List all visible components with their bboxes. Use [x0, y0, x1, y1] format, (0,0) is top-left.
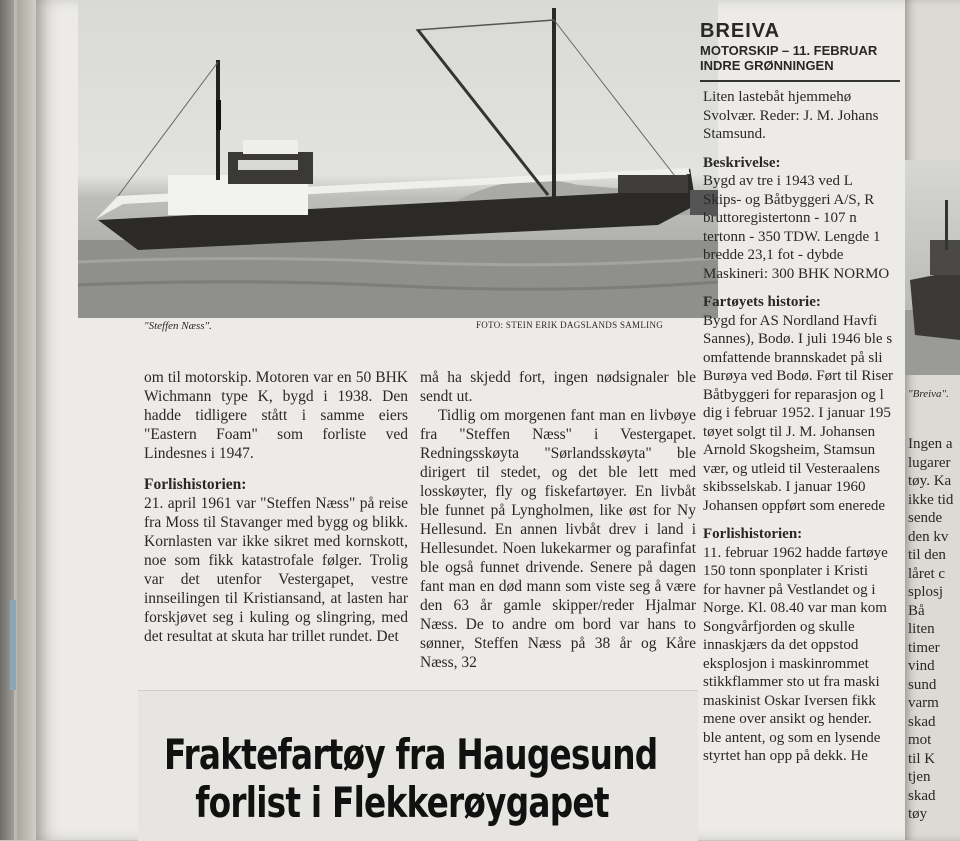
entry-title: BREIVA	[700, 20, 781, 42]
text-line: tøy	[908, 806, 928, 822]
text-line: Songvårfjorden og skulle	[703, 618, 855, 635]
paragraph: må ha skjedd fort, ingen nødsignaler ble sendt ut.	[420, 369, 696, 405]
section-heading: Fartøyets historie:	[703, 294, 821, 310]
text-line: omfattende brannskadet på sli	[703, 349, 883, 366]
text-line: mene over ansikt og hender.	[703, 711, 872, 727]
text-line: Stamsund.	[703, 126, 766, 142]
facing-page	[905, 0, 960, 840]
paragraph: Tidlig om morgenen fant man en livbøye fra "Steffen Næss" i Vestergapet. Redningsskøyta "Sørlandsskøyta" ble dirigert til stedet, og det ble lett med losskøyter, fly og fiskefartøyer. En livbåt ble funnet på Lyngholmen, like øst for Ny Hellesund. En annen livbåt drev i land i Hellesundet. Noen lukekarmer og parafinfat ble også funnet drivende. Senere på dagen fant man en død mann som viste seg å være den 63 år gamle skipper/reder Hjalmar Næss. De to andre om bord var hans to sønner, Steffen Næss på 38 år og Kåre Næss, 32	[420, 407, 696, 671]
photo-credit: FOTO: STEIN ERIK DAGSLANDS SAMLING	[476, 320, 664, 330]
text-line: stikkflammer sto ut fra maski	[703, 674, 880, 690]
text-line: ikke tid	[908, 491, 954, 508]
text-column-2	[420, 368, 696, 684]
text-line: til K	[908, 750, 936, 767]
paragraph: 21. april 1961 var "Steffen Næss" på reise fra Moss til Stavanger med bygg og blikk. Kornlasten var ikke sikret med kornskott, noe som fikk katastrofale følger. Trolig var det utenfor Vestergapet, vestre innseilingen til Kristiansand, at lasten har forskjøvet seg i kuling og slingring, med det resultat at skuta har trillet rundet. Det	[144, 495, 408, 645]
text-column-1	[144, 368, 408, 658]
text-line: Arnold Skogsheim, Stamsun	[703, 442, 876, 458]
text-line: tertonn - 350 TDW. Lengde 1	[703, 228, 881, 245]
page-edges	[14, 0, 17, 840]
text-line: varm	[908, 695, 939, 711]
book-spine	[0, 0, 40, 840]
clipping-headline	[164, 731, 657, 827]
facing-page-photo	[905, 160, 960, 375]
section-heading: Beskrivelse:	[703, 154, 781, 171]
text-line: Båtbyggeri for reparasjon og l	[703, 386, 884, 403]
text-line: Johansen oppført som eneredе	[703, 497, 886, 514]
text-line: Liten lastebåt hjemmehø	[703, 89, 852, 105]
text-line: ble antent, og som en lysende	[703, 729, 881, 746]
text-line: Bygd for AS Nordland Havfi	[703, 312, 878, 329]
text-line: Sannes), Bodø. I juli 1946 ble s	[703, 331, 893, 347]
subtitle-line: MOTORSKIP – 11. FEBRUAR	[700, 43, 878, 58]
text-line: bruttoregistertonn - 107 n	[703, 210, 857, 226]
text-line: til den	[908, 547, 946, 563]
facing-page-text	[908, 435, 953, 824]
text-line: 11. februar 1962 hadde fartøye	[703, 544, 888, 561]
boat-illustration	[905, 160, 960, 375]
text-line: vær, og utleid til Vesteraalens	[703, 460, 881, 477]
text-line: 150 tonn sponplater i Kristi	[703, 563, 868, 579]
text-line: skad	[908, 787, 936, 804]
text-line: skad	[908, 713, 936, 730]
title-rule	[700, 80, 900, 82]
text-line: den kv	[908, 528, 949, 545]
text-line: bredde 23,1 fot - dybde	[703, 247, 844, 263]
text-line: vind	[908, 658, 935, 674]
bookmark-tab	[10, 600, 16, 690]
paragraph: om til motorskip. Motoren var en 50 BHK Wichmann type K, bygd i 1938. Den hadde tidligere stått i samme eiers "Eastern Foam" som forliste ved Lindesnes i 1947.	[144, 369, 408, 462]
text-line: tøyet solgt til J. M. Johansen	[703, 423, 876, 440]
text-line: dig i februar 1952. I januar 195	[703, 405, 891, 421]
text-line: låret c	[908, 565, 946, 582]
text-line: tøy. Ka	[908, 473, 952, 489]
text-line: maskinist Oskar Iversen fikk	[703, 692, 876, 709]
text-line: Bå	[908, 602, 925, 619]
text-line: skibsselskab. I januar 1960	[703, 479, 866, 495]
text-line: eksplosjon i maskinrommet	[703, 655, 869, 672]
text-line: Maskineri: 300 BHK NORMO	[703, 265, 890, 282]
book-page	[36, 0, 916, 840]
section-heading: Forlishistorien:	[703, 526, 803, 542]
text-line: Skips- og Båtbyggeri A/S, R	[703, 191, 875, 208]
newspaper-clipping	[138, 690, 698, 841]
photo-caption: "Steffen Næss".	[144, 320, 212, 332]
headline-line: forlist i Flekkerøygapet	[195, 778, 609, 827]
right-column	[703, 88, 903, 766]
text-line: tjen	[908, 769, 931, 785]
text-line: splosj	[908, 584, 944, 600]
text-line: for havner på Vestlandet og i	[703, 581, 876, 598]
ship-photo	[78, 0, 718, 318]
text-line: sund	[908, 676, 937, 693]
text-line: innaskjærs da det oppstod	[703, 637, 859, 653]
text-line: styrtet han opp på dekk. He	[703, 748, 868, 764]
text-line: Bygd av tre i 1943 ved L	[703, 173, 853, 189]
entry-subtitle	[700, 43, 900, 73]
text-line: lugarer	[908, 454, 951, 471]
ship-illustration	[78, 0, 718, 318]
subtitle-line: INDRE GRØNNINGEN	[700, 58, 834, 73]
section-heading: Forlishistorien:	[144, 476, 247, 493]
text-line: Norge. Kl. 08.40 var man kom	[703, 600, 887, 616]
text-line: Ingen a	[908, 436, 953, 452]
text-line: sende	[908, 510, 943, 526]
text-line: liten	[908, 621, 935, 637]
text-line: Burøya ved Bodø. Ført til Riser	[703, 368, 893, 384]
text-line: mot	[908, 732, 932, 748]
facing-photo-caption: "Breiva".	[908, 388, 949, 400]
text-line: Svolvær. Reder: J. M. Johans	[703, 107, 879, 124]
text-line: timer	[908, 639, 940, 656]
headline-line: Fraktefartøy fra Haugesund	[164, 730, 658, 779]
